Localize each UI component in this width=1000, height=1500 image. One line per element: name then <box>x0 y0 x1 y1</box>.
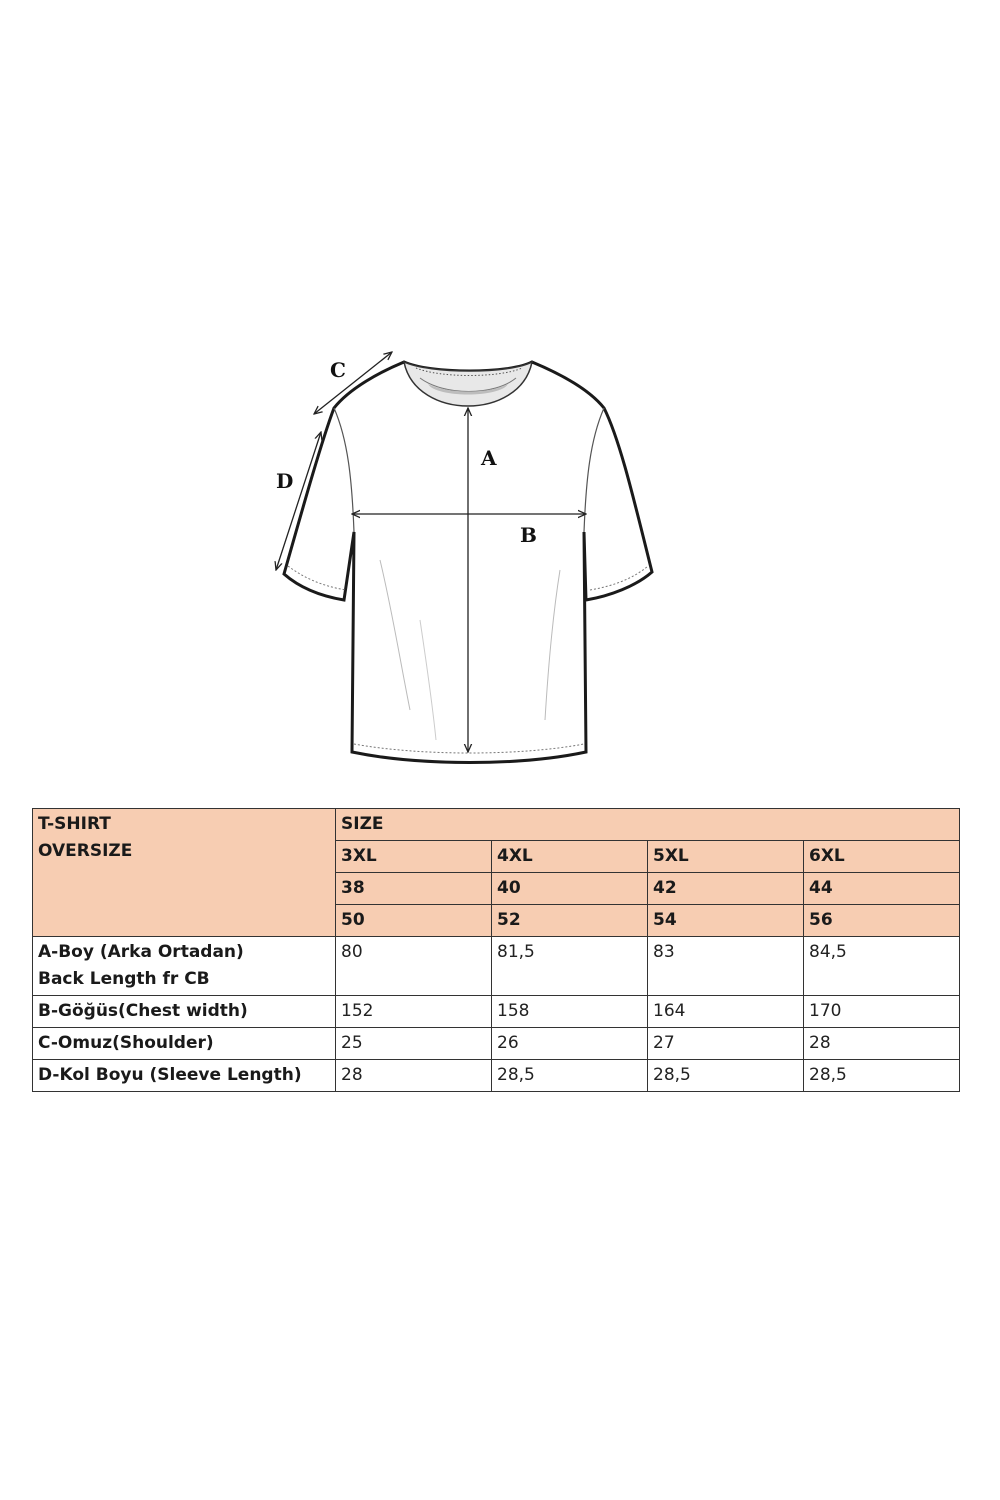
measurement-value: 81,5 <box>492 937 648 996</box>
tr-size: 52 <box>492 905 648 937</box>
table-row <box>33 1060 960 1092</box>
row-label: C-Omuz(Shoulder) <box>33 1028 336 1060</box>
size-label: 3XL <box>336 841 492 873</box>
measurement-value: 84,5 <box>804 937 960 996</box>
size-label: 6XL <box>804 841 960 873</box>
product-name-cell <box>33 809 336 937</box>
eu-size: 42 <box>648 873 804 905</box>
eu-size: 44 <box>804 873 960 905</box>
measurement-value: 28,5 <box>804 1060 960 1092</box>
measurement-value: 170 <box>804 996 960 1028</box>
size-label: 4XL <box>492 841 648 873</box>
measurement-value: 83 <box>648 937 804 996</box>
measurement-value: 164 <box>648 996 804 1028</box>
size-header: SIZE <box>336 809 960 841</box>
product-type: T-SHIRT <box>38 814 111 834</box>
measurement-value: 28 <box>336 1060 492 1092</box>
label-b: B <box>520 523 537 547</box>
tr-size: 50 <box>336 905 492 937</box>
measurement-value: 158 <box>492 996 648 1028</box>
measurement-value: 28,5 <box>492 1060 648 1092</box>
eu-size: 38 <box>336 873 492 905</box>
row-label: B-Göğüs(Chest width) <box>33 996 336 1028</box>
tr-size: 54 <box>648 905 804 937</box>
table-row <box>33 996 960 1028</box>
label-d: D <box>276 469 294 493</box>
measurement-value: 28,5 <box>648 1060 804 1092</box>
row-label-line: Back Length fr CB <box>38 969 210 989</box>
measurement-value: 80 <box>336 937 492 996</box>
product-fit: OVERSIZE <box>38 841 133 861</box>
row-label <box>33 937 336 996</box>
size-chart-table <box>32 808 960 1092</box>
measurement-value: 27 <box>648 1028 804 1060</box>
tr-size: 56 <box>804 905 960 937</box>
row-label: D-Kol Boyu (Sleeve Length) <box>33 1060 336 1092</box>
table-row <box>33 937 960 996</box>
eu-size: 40 <box>492 873 648 905</box>
table-row <box>33 1028 960 1060</box>
label-a: A <box>481 446 497 470</box>
measurement-value: 152 <box>336 996 492 1028</box>
measurement-value: 26 <box>492 1028 648 1060</box>
measurement-value: 25 <box>336 1028 492 1060</box>
label-c: C <box>330 358 346 382</box>
measurement-value: 28 <box>804 1028 960 1060</box>
size-label: 5XL <box>648 841 804 873</box>
row-label-line: A-Boy (Arka Ortadan) <box>38 942 244 962</box>
